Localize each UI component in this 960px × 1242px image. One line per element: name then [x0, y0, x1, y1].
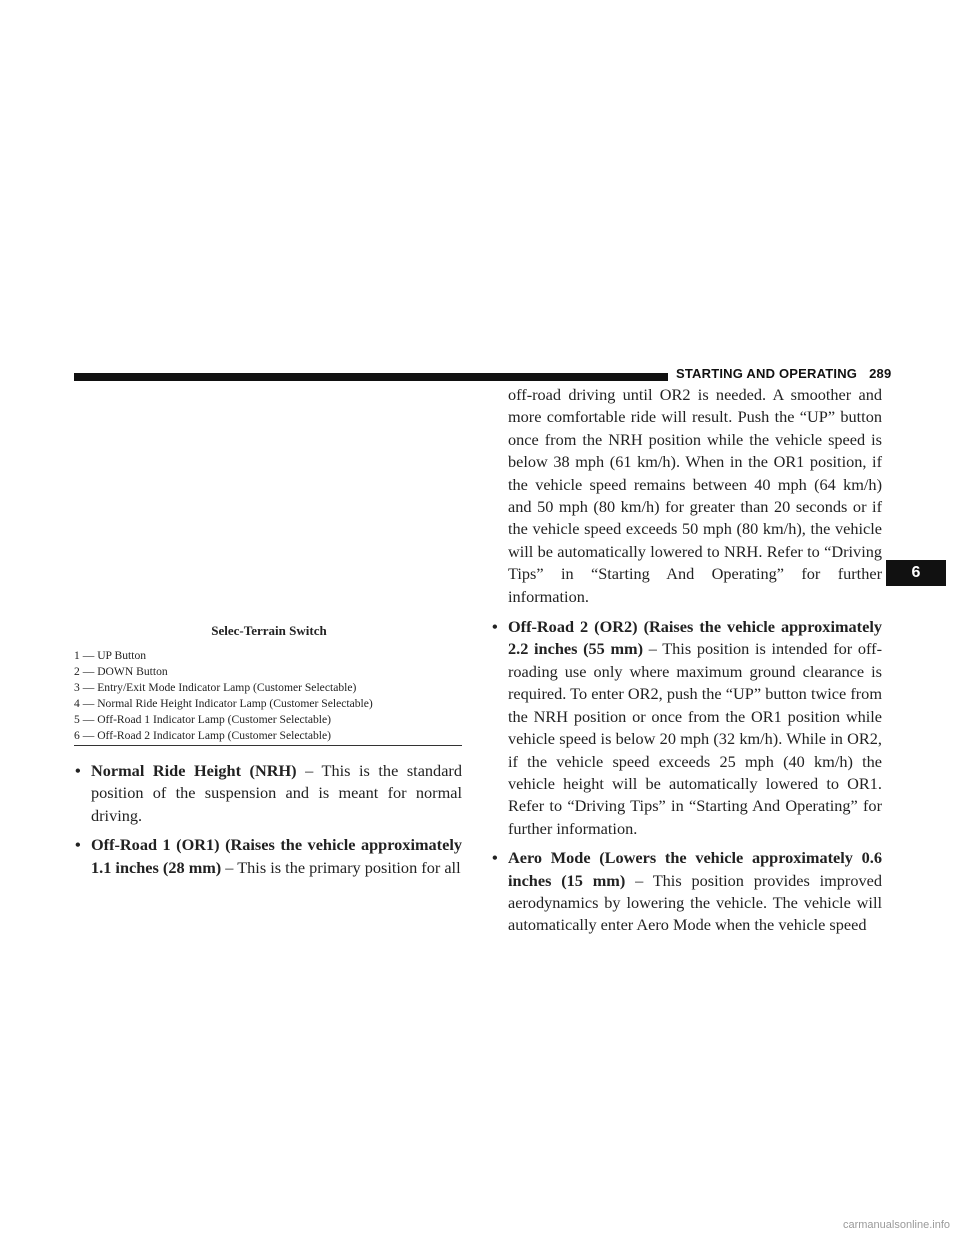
list-item-term: Off-Road 1 (OR1) (Raises the vehicle approximately 1.1 inches (28 mm) — [91, 835, 462, 877]
list-item — [74, 760, 462, 827]
list-item-term: Aero Mode (Lowers the vehicle approximately 0.6 inches (15 mm) — [508, 848, 882, 890]
chapter-tab: 6 — [886, 560, 946, 586]
list-item-text: – This is the standard position of the suspension and is meant for normal driving. — [91, 761, 462, 825]
legend-item: 5 — Off-Road 1 Indicator Lamp (Customer Selectable) — [74, 713, 332, 726]
list-item-term: Off-Road 2 (OR2) (Raises the vehicle approximately 2.2 inches (55 mm) — [508, 617, 882, 659]
section-title: STARTING AND OPERATING — [676, 366, 858, 381]
list-item-text: – This is the primary position for all — [221, 857, 461, 877]
figure-legend — [74, 648, 464, 744]
legend-item: 1 — UP Button — [74, 649, 147, 662]
list-item — [491, 616, 882, 840]
bullet-marker: • — [492, 617, 498, 637]
bullet-marker: • — [75, 761, 81, 780]
legend-divider — [74, 745, 462, 746]
list-item-text: – This position provides improved aerodynamics by lowering the vehicle. The vehicle will automatically enter Aero Mode when the vehicle speed — [508, 870, 883, 935]
list-item — [491, 847, 882, 937]
bullet-marker: • — [492, 848, 498, 868]
watermark: carmanualsonline.info — [842, 1219, 950, 1231]
running-header — [676, 366, 891, 381]
figure-caption: Selec-Terrain Switch — [211, 623, 327, 638]
bullet-marker: • — [75, 835, 81, 855]
left-column — [74, 760, 462, 886]
header-rule — [74, 373, 668, 381]
legend-item: 6 — Off-Road 2 Indicator Lamp (Customer Selectable) — [74, 729, 332, 742]
page-number: 289 — [869, 366, 892, 381]
list-item-term: Normal Ride Height (NRH) — [91, 761, 297, 780]
legend-item: 2 — DOWN Button — [74, 665, 168, 678]
continuation-paragraph: off-road driving until OR2 is needed. A smoother and more comfortable ride will result. Push the “UP” button once from the NRH position while the vehicle speed is below 38 mph (61 km/h). When in the OR1 position, if the vehicle speed remains between 40 mph (64 km/h) and 50 mph (80 km/h) for greater than 20 seconds or if the vehicle speed exceeds 50 mph (80 km/h), the vehicle will be automatically lowered to NRH. Refer to “Driving Tips” in “Starting And Operating” for further information. — [508, 385, 882, 606]
list-item-text: – This position is intended for off-roading use only where maximum ground clearance is required. To enter OR2, push the “UP” button twice from the NRH position or once from the OR1 position while vehicle speed is below 20 mph (32 km/h). While in OR2, if the vehicle speed exceeds 25 mph (40 km/h) the vehicle height will be automatically lowered to OR1. Refer to “Driving Tips” in “Starting And Operating” for further information. — [508, 639, 882, 838]
legend-item: 3 — Entry/Exit Mode Indicator Lamp (Customer Selectable) — [74, 681, 357, 694]
legend-item: 4 — Normal Ride Height Indicator Lamp (Customer Selectable) — [74, 697, 373, 710]
right-column — [491, 384, 882, 944]
list-item — [74, 834, 462, 879]
